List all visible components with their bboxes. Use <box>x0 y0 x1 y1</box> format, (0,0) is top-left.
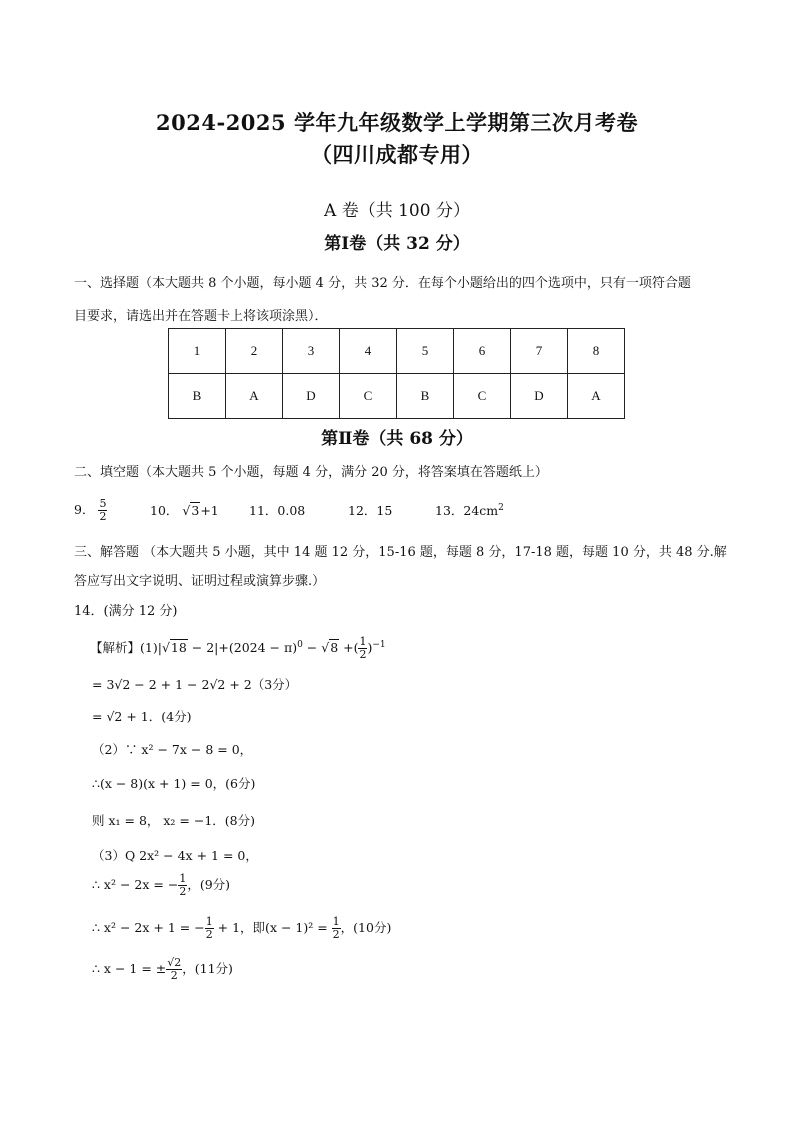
q14-rad18: 18 <box>170 640 187 655</box>
q9-label: 9． <box>74 502 95 517</box>
paper-a-heading: A 卷（共 100 分） <box>324 201 470 221</box>
question-number-cell: 4 <box>340 329 397 374</box>
q14-line6: 则 x₁ = 8， x₂ = −1．(8分) <box>92 813 255 828</box>
answer-cell: A <box>226 374 283 419</box>
choice-instructions-line2: 目要求，请选出并在答题卡上将该项涂黑）． <box>74 309 328 324</box>
answer-cell: D <box>283 374 340 419</box>
q14-line5: ∴(x − 8)(x + 1) = 0，(6分) <box>92 776 256 791</box>
question-number-cell: 6 <box>454 329 511 374</box>
question-number-cell: 7 <box>511 329 568 374</box>
q14-line10-fraction <box>166 957 182 982</box>
sqrt-symbol: √ <box>321 640 330 655</box>
fraction-numerator: 1 <box>179 872 187 885</box>
q14-line9-fraction <box>205 916 214 941</box>
q14-line4: （2）∵ x² − 7x − 8 = 0， <box>92 742 253 757</box>
question-number-cell: 5 <box>397 329 454 374</box>
solve-instructions-line1: 三、解答题 （本大题共 5 小题，其中 14 题 12 分，15-16 题，每题 8 分，17-18 题，每题 10 分，共 48 分.解 <box>74 545 727 560</box>
q14-line3: = √2 + 1．(4分) <box>92 709 192 724</box>
q14-line1-minus: − <box>302 640 322 655</box>
q10-radicand: 3 <box>191 503 200 518</box>
answer-cell: A <box>568 374 625 419</box>
q14-exp0: 0 <box>297 639 303 650</box>
page-subtitle: （四川成都专用） <box>311 142 483 167</box>
q14-line10-a: ∴ x − 1 = ± <box>92 961 167 976</box>
solve-instructions-line2: 答应写出文字说明、证明过程或演算步骤.） <box>74 574 326 589</box>
answer-cell: B <box>397 374 454 419</box>
q13-answer <box>435 501 504 519</box>
q12-answer: 12．15 <box>348 503 393 518</box>
q9-answer <box>74 498 107 523</box>
part2-heading: 第Ⅱ卷（共 68 分） <box>321 429 473 449</box>
q14-line1-prefix: (1)| <box>140 640 162 655</box>
q14-line10 <box>92 957 233 982</box>
q14-line8-a: ∴ x² − 2x = − <box>92 877 179 892</box>
q14-line1-close: ) <box>367 640 373 655</box>
q14-line10-b: ，(11分) <box>182 961 233 976</box>
sqrt-symbol: √ <box>182 503 191 518</box>
fraction-denominator: 2 <box>170 969 178 982</box>
q13-superscript: 2 <box>498 502 504 513</box>
q9-denominator: 2 <box>99 510 107 523</box>
fraction-numerator: 1 <box>205 915 213 928</box>
q14-line7: （3）Q 2x² − 4x + 1 = 0， <box>92 848 258 863</box>
fraction-denominator: 2 <box>332 928 340 941</box>
q14-line1-plus: +( <box>339 640 359 655</box>
answer-cell: B <box>169 374 226 419</box>
part1-heading: 第Ⅰ卷（共 32 分） <box>324 234 470 254</box>
q14-line9-a: ∴ x² − 2x + 1 = − <box>92 920 205 935</box>
sqrt-symbol: √ <box>161 640 170 655</box>
q9-fraction <box>98 498 107 523</box>
question-number-cell: 3 <box>283 329 340 374</box>
answer-cell: C <box>340 374 397 419</box>
fill-instructions: 二、填空题（本大题共 5 个小题，每题 4 分，满分 20 分，将答案填在答题纸上） <box>74 465 548 480</box>
question-number-cell: 2 <box>226 329 283 374</box>
answer-table <box>168 328 625 419</box>
question-number-cell: 1 <box>169 329 226 374</box>
q14-line8-b: ，(9分) <box>187 877 231 892</box>
answer-cell: C <box>454 374 511 419</box>
q14-line9-fraction2 <box>332 916 341 941</box>
fraction-denominator: 2 <box>179 885 187 898</box>
q14-line9-b: + 1，即(x − 1)² = <box>213 920 332 935</box>
q13-value: 13．24cm <box>435 503 499 518</box>
answer-table-numbers-row <box>169 329 625 374</box>
q14-line1-mid: − 2|+(2024 − π) <box>187 640 298 655</box>
q14-line9 <box>92 916 391 941</box>
fraction-denominator: 2 <box>359 648 367 661</box>
fraction-numerator: √2 <box>167 956 182 969</box>
q14-line8 <box>92 873 230 898</box>
q9-numerator: 5 <box>99 497 107 510</box>
fraction-numerator: 1 <box>332 915 340 928</box>
q14-line8-fraction <box>178 873 187 898</box>
q14-rad8: 8 <box>330 640 339 655</box>
choice-instructions-line1: 一、选择题（本大题共 8 个小题，每小题 4 分，共 32 分．在每个小题给出的四个选项中，只有一项符合题 <box>74 276 691 291</box>
q10-label: 10． <box>150 503 179 518</box>
q14-line2: = 3√2 − 2 + 1 − 2√2 + 2（3分） <box>92 677 298 692</box>
q11-answer: 11．0.08 <box>249 503 306 518</box>
answer-table-answers-row <box>169 374 625 419</box>
question-number-cell: 8 <box>568 329 625 374</box>
page-title: 2024-2025 学年九年级数学上学期第三次月考卷 <box>156 110 638 135</box>
q10-rest: +1 <box>200 503 219 518</box>
analysis-label: 【解析】 <box>90 640 141 655</box>
q10-answer <box>150 501 219 519</box>
answer-cell: D <box>511 374 568 419</box>
fraction-denominator: 2 <box>205 928 213 941</box>
q14-line9-c: ，(10分) <box>340 920 392 935</box>
fraction-numerator: 1 <box>359 635 367 648</box>
q14-line1 <box>90 636 386 661</box>
q14-heading: 14．(满分 12 分) <box>74 604 178 619</box>
q14-exp-neg1: −1 <box>372 639 386 650</box>
